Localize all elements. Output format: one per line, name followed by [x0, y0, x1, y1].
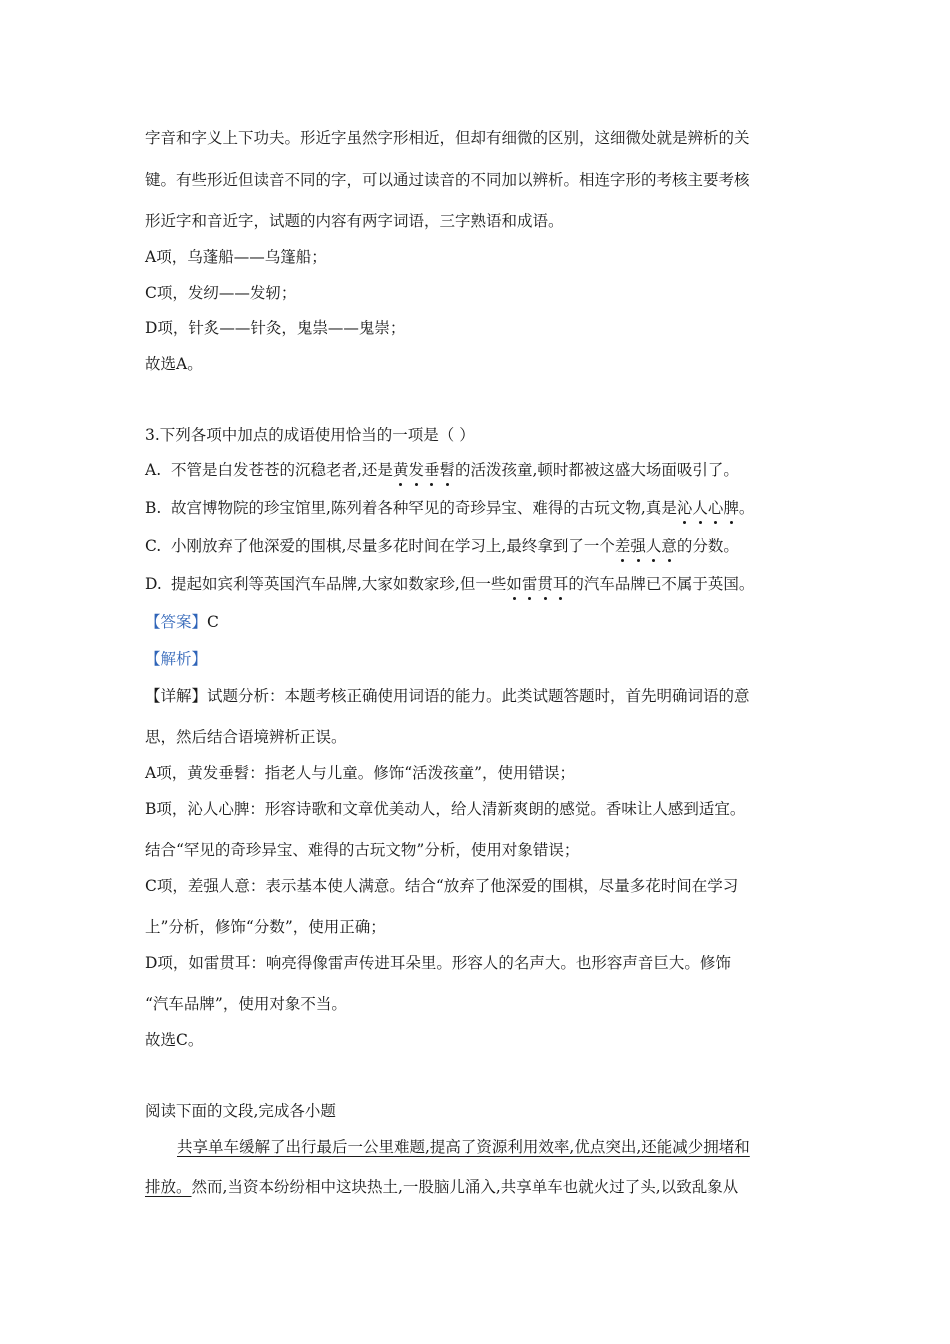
- answer-tag: 【答案】: [145, 613, 208, 631]
- option-label: A.: [145, 461, 162, 479]
- answer-value: C: [207, 613, 219, 631]
- intro-select: 故选A。: [145, 355, 203, 373]
- option-text: 的汽车品牌已不属于英国。: [568, 575, 755, 593]
- dotted-char: 如: [506, 575, 522, 593]
- intro-line-2: 键。有些形近但读音不同的字，可以通过读音的不同加以辨析。相连字形的考核主要考核: [145, 171, 750, 189]
- analysis-tag: 【解析】: [145, 650, 208, 668]
- explain-a: A项，黄发垂髫：指老人与儿童。修饰“活泼孩童”，使用错误；: [145, 764, 576, 782]
- intro-option-a: A项，乌蓬船——乌篷船；: [145, 248, 327, 266]
- explain-d-2: “汽车品牌”，使用对象不当。: [145, 995, 347, 1013]
- question-3-stem: 3.下列各项中加点的成语使用恰当的一项是（ ）: [145, 426, 475, 444]
- option-label: B.: [145, 499, 162, 517]
- passage-text: 然而,当资本纷纷相中这块热土,一股脑儿涌入,共享单车也就火过了头,以致乱象从: [191, 1178, 739, 1196]
- explain-b-1: B项，沁人心脾：形容诗歌和文章优美动人，给人清新爽朗的感觉。香味让人感到适宜。: [145, 800, 746, 818]
- option-text: 故宫博物院的珍宝馆里,陈列着各种罕见的奇珍异宝、难得的古玩文物,真是: [171, 499, 677, 517]
- detail-tag: 【详解】: [145, 687, 208, 705]
- dotted-char: 差: [614, 537, 631, 555]
- option-d: [145, 574, 754, 594]
- option-text: 。: [738, 499, 755, 517]
- option-text: 小刚放弃了他深爱的围棋,尽量多花时间在学习上,最终拿到了一个: [171, 537, 615, 555]
- explain-b-2: 结合“罕见的奇珍异宝、难得的古玩文物”分析，使用对象错误；: [145, 841, 580, 859]
- dotted-char: 耳: [552, 575, 569, 593]
- option-text: 不管是白发苍苍的沉稳老者,还是: [171, 461, 393, 479]
- option-text: 的活泼孩童,顿时都被这盛大场面吸引了。: [455, 461, 739, 479]
- intro-line-1: 字音和字义上下功夫。形近字虽然字形相近，但却有细微的区别，这细微处就是辨析的关: [145, 129, 750, 147]
- option-c: [145, 536, 739, 556]
- dotted-char: 雷: [521, 575, 538, 593]
- dotted-char: 沁: [676, 499, 693, 517]
- option-label: C.: [145, 537, 162, 555]
- answer-line: [145, 612, 219, 632]
- passage-line-1: [177, 1137, 750, 1157]
- dotted-char: 强: [630, 537, 646, 555]
- dotted-char: 黄: [392, 461, 409, 479]
- intro-line-3: 形近字和音近字，试题的内容有两字词语，三字熟语和成语。: [145, 212, 564, 230]
- explain-c-2: 上”分析，修饰“分数”，使用正确；: [145, 918, 386, 936]
- dotted-char: 意: [661, 537, 677, 555]
- dotted-char: 垂: [423, 461, 440, 479]
- dotted-char: 贯: [537, 575, 553, 593]
- detail-line-1: [145, 686, 750, 706]
- option-a: [145, 460, 739, 480]
- dotted-char: 人: [692, 499, 708, 517]
- dotted-char: 发: [408, 461, 424, 479]
- option-text: 提起如宾利等英国汽车品牌,大家如数家珍,但一些: [171, 575, 507, 593]
- explain-c-1: C项，差强人意：表示基本使人满意。结合“放弃了他深爱的围棋，尽量多花时间在学习: [145, 877, 739, 895]
- reading-heading: 阅读下面的文段,完成各小题: [145, 1102, 336, 1120]
- option-label: D.: [145, 575, 162, 593]
- intro-option-d: D项，针炙——针灸，鬼祟——鬼崇；: [145, 319, 406, 337]
- option-b: [145, 498, 754, 518]
- intro-option-c: C项，发纫——发轫；: [145, 284, 297, 302]
- dotted-char: 心: [707, 499, 724, 517]
- underlined-text: 共享单车缓解了出行最后一公里难题,提高了资源利用效率,优点突出,还能减少拥堵和: [177, 1138, 750, 1156]
- passage-line-2: [145, 1177, 738, 1197]
- q3-select: 故选C。: [145, 1031, 204, 1049]
- dotted-char: 脾: [723, 499, 739, 517]
- dotted-char: 人: [645, 537, 662, 555]
- detail-text: 试题分析：本题考核正确使用词语的能力。此类试题答题时，首先明确词语的意: [207, 687, 750, 705]
- detail-line-2: 思，然后结合语境辨析正误。: [145, 728, 347, 746]
- dotted-char: 髫: [439, 461, 455, 479]
- option-text: 的分数。: [676, 537, 739, 555]
- explain-d-1: D项，如雷贯耳：响亮得像雷声传进耳朵里。形容人的名声大。也形容声音巨大。修饰: [145, 954, 731, 972]
- underlined-text: 排放。: [145, 1178, 192, 1196]
